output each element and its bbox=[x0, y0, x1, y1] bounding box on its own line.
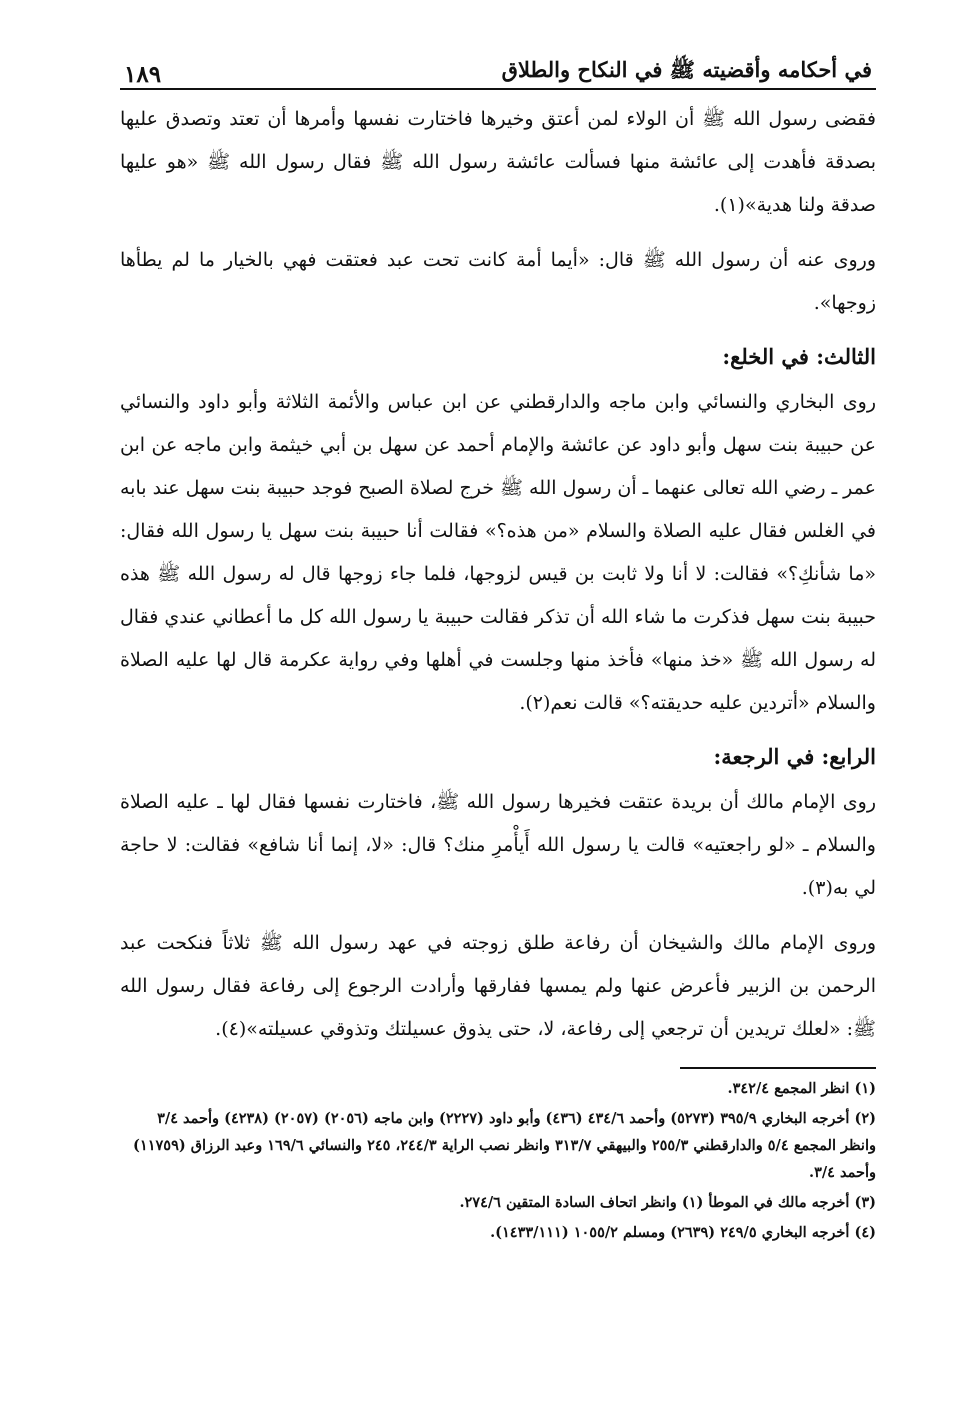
footnotes bbox=[120, 1075, 876, 1246]
running-title: في أحكامه وأقضيته ﷺ في النكاح والطلاق bbox=[501, 57, 872, 82]
section-heading-rajaa: الرابع: في الرجعة: bbox=[713, 744, 876, 769]
paragraph-4: روى الإمام مالك أن بريدة عتقت فخيرها رسول الله ﷺ، فاختارت نفسها فقال لها ـ عليه الصلاة والسلام ـ «لو راجعتيه» قالت يا رسول الله أَيأْمرِ منك؟ قال: «لا، إنما أنا شافع» فقالت: لا حاجة لي به(٣). bbox=[120, 791, 876, 899]
footnote: (٣) أخرجه مالك في الموطأ (١) وانظر اتحاف السادة المتقين ٢٧٤/٦. bbox=[459, 1194, 876, 1211]
paragraph-5: وروى الإمام مالك والشيخان أن رفاعة طلق زوجته في عهد رسول الله ﷺ ثلاثاً فنكحت عبد الرحمن بن الزبير فأعرض عنها ولم يمسها ففارقها وأرادت الرجوع إلى رفاعة فقال رسول الله ﷺ: «لعلك تريدين أن ترجعي إلى رفاعة، لا، حتى يذوق عسيلتك وتذوقي عسيلته»(٤). bbox=[120, 932, 876, 1040]
paragraph-3: روى البخاري والنسائي وابن ماجه والدارقطني عن ابن عباس والأئمة الثلاثة وأبو داود والنسائي عن حبيبة بنت سهل وأبو داود عن عائشة والإمام أحمد عن سهل بن أبي خيثمة وابن ماجه عن ابن عمر ـ رضي الله تعالى عنهما ـ أن رسول الله ﷺ خرج لصلاة الصبح فوجد حبيبة بنت سهل عند بابه في الغلس فقال عليه الصلاة والسلام «من هذه؟» فقالت أنا حبيبة بنت سهل يا رسول الله فقال: «ما شأنكِ؟» فقالت: لا أنا ولا ثابت بن قيس لزوجها، فلما جاء زوجها قال له رسول الله ﷺ هذه حبيبة بنت سهل فذكرت ما شاء الله أن تذكر فقالت حبيبة يا رسول الله كل ما أعطاني عندي فقال له رسول الله ﷺ «خذ منها» فأخذ منها وجلست في أهلها وفي رواية عكرمة قال لها عليه الصلاة والسلام «أتردين عليه حديقته؟» قالت نعم(٢). bbox=[120, 391, 876, 714]
main-text bbox=[120, 98, 876, 1051]
footnote: (٢) أخرجه البخاري ٣٩٥/٩ (٥٢٧٣) وأحمد ٤٣٤/٦ (٤٣٦) وأبو داود (٢٢٢٧) وابن ماجه (٢٠٥٦) (٢٠٥٧) (٤٢٣٨) وأحمد ٣/٤ وانظر المجمع ٥/٤ والدارقطني ٢٥٥/٣ والبيهقي ٣١٣/٧ وانظر نصب الراية ٢٤٤/٣، ٢٤٥ والنسائي ١٦٩/٦ وعبد الرزاق (١١٧٥٩) وأحمد ٣/٤. bbox=[133, 1110, 876, 1181]
paragraph-2: وروى عنه أن رسول الله ﷺ قال: «أيما أمة كانت تحت عبد فعتقت فهي بالخيار ما لم يطأها زوجها». bbox=[120, 249, 876, 314]
section-heading-khul: الثالث: في الخلع: bbox=[722, 344, 876, 369]
book-page bbox=[120, 50, 876, 1370]
page-number: ١٨٩ bbox=[124, 61, 162, 88]
footnote-separator bbox=[680, 1067, 876, 1069]
footnote: (٤) أخرجه البخاري ٢٤٩/٥ (٢٦٣٩) ومسلم ١٠٥٥/٢ (١٤٣٣/١١١). bbox=[490, 1224, 876, 1241]
paragraph-1: فقضى رسول الله ﷺ أن الولاء لمن أعتق وخيرها فاختارت نفسها وأمرها أن تعتد وتصدق عليها بصدقة فأهدت إلى عائشة منها فسألت عائشة رسول الله ﷺ فقال رسول الله ﷺ «هو عليها صدقة ولنا هدية»(١). bbox=[120, 108, 876, 216]
running-header bbox=[120, 50, 876, 90]
footnote: (١) انظر المجمع ٣٤٢/٤. bbox=[727, 1080, 876, 1097]
